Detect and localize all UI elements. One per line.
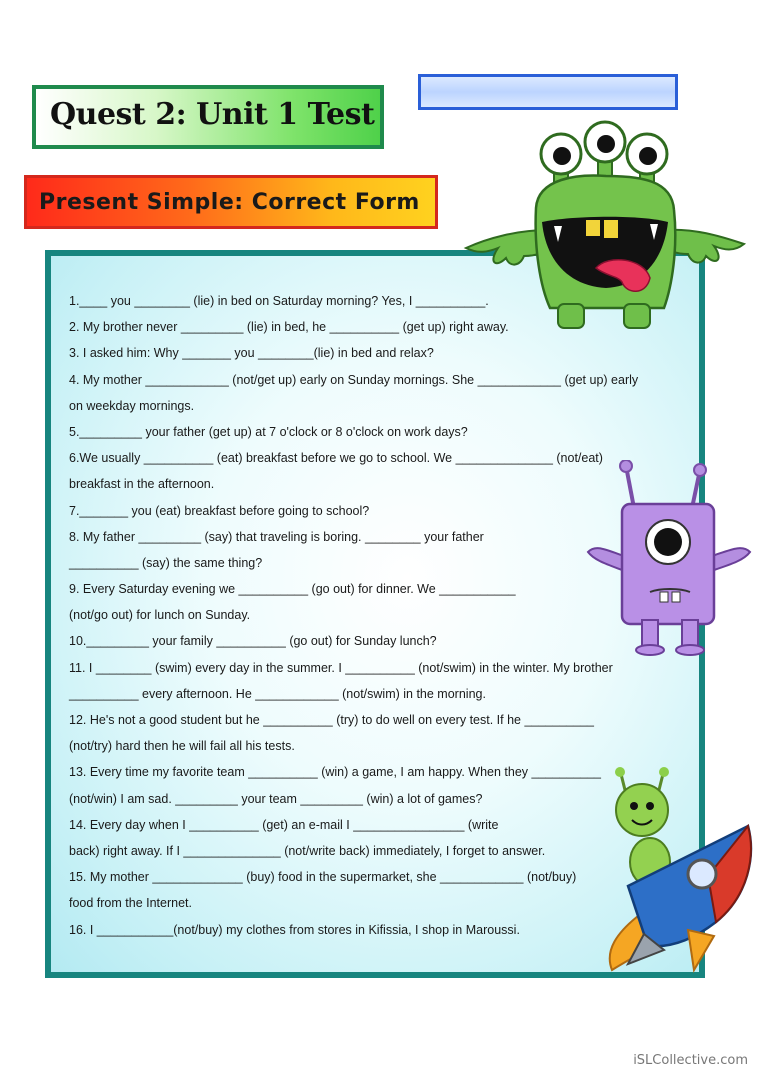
exercise-line: 3. I asked him: Why _______ you ________(lie) in bed and relax? <box>69 346 434 361</box>
exercise-line: (not/go out) for lunch on Sunday. <box>69 608 251 623</box>
exercise-line: 8. My father _________ (say) that traveling is boring. ________ your father <box>69 529 484 544</box>
title-banner <box>32 85 384 149</box>
exercise-line: 16. I ___________(not/buy) my clothes from stores in Kifissia, I shop in Maroussi. <box>69 922 520 937</box>
subtitle-banner <box>24 175 438 229</box>
exercise-line: breakfast in the afternoon. <box>69 477 215 492</box>
exercise-line: 15. My mother _____________ (buy) food in the supermarket, she ____________ (not/buy) <box>69 870 577 885</box>
exercise-line: 12. He's not a good student but he __________ (try) to do well on every test. If he __________ <box>69 713 594 727</box>
exercise-line: 2. My brother never _________ (lie) in bed, he __________ (get up) right away. <box>69 320 509 335</box>
page-title: Quest 2: Unit 1 Test <box>50 97 375 132</box>
exercise-line: (not/win) I am sad. _________ your team _________ (win) a lot of games? <box>69 791 483 806</box>
exercise-line: 11. I ________ (swim) every day in the summer. I __________ (not/swim) in the winter. My brother <box>69 660 613 675</box>
exercise-line: 5._________ your father (get up) at 7 o'clock or 8 o'clock on work days? <box>69 424 468 439</box>
exercise-line: __________ every afternoon. He ____________ (not/swim) in the morning. <box>69 686 486 701</box>
exercise-line: 13. Every time my favorite team __________ (win) a game, I am happy. When they __________ <box>69 765 602 780</box>
exercise-line: (not/try) hard then he will fail all his tests. <box>69 739 295 754</box>
name-field-banner <box>418 74 678 110</box>
exercise-line: 9. Every Saturday evening we __________ (go out) for dinner. We ___________ <box>69 582 516 597</box>
exercise-line: 6.We usually __________ (eat) breakfast before we go to school. We ______________ (not/eat) <box>69 451 603 466</box>
exercise-line: __________ (say) the same thing? <box>69 555 263 570</box>
green-monster-illustration <box>458 118 754 340</box>
exercise-line: 7._______ you (eat) breakfast before going to school? <box>69 503 370 518</box>
exercise-line: 1.____ you ________ (lie) in bed on Saturday morning? Yes, I __________. <box>69 294 489 308</box>
page-subtitle: Present Simple: Correct Form <box>39 190 420 215</box>
exercise-line: back) right away. If I ______________ (not/write back) immediately, I forget to answer. <box>69 843 546 858</box>
exercise-line: 4. My mother ____________ (not/get up) early on Sunday mornings. She ____________ (get up) early <box>69 372 639 387</box>
exercise-line: 10._________ your family __________ (go out) for Sunday lunch? <box>69 634 437 649</box>
alien-rocket-illustration <box>598 766 758 980</box>
exercise-line: on weekday mornings. <box>69 398 195 413</box>
purple-monster-illustration <box>586 460 752 656</box>
exercise-line: food from the Internet. <box>69 896 192 911</box>
watermark: iSLCollective.com <box>633 1053 748 1068</box>
exercise-line: 14. Every day when I __________ (get) an e-mail I ________________ (write <box>69 817 499 832</box>
